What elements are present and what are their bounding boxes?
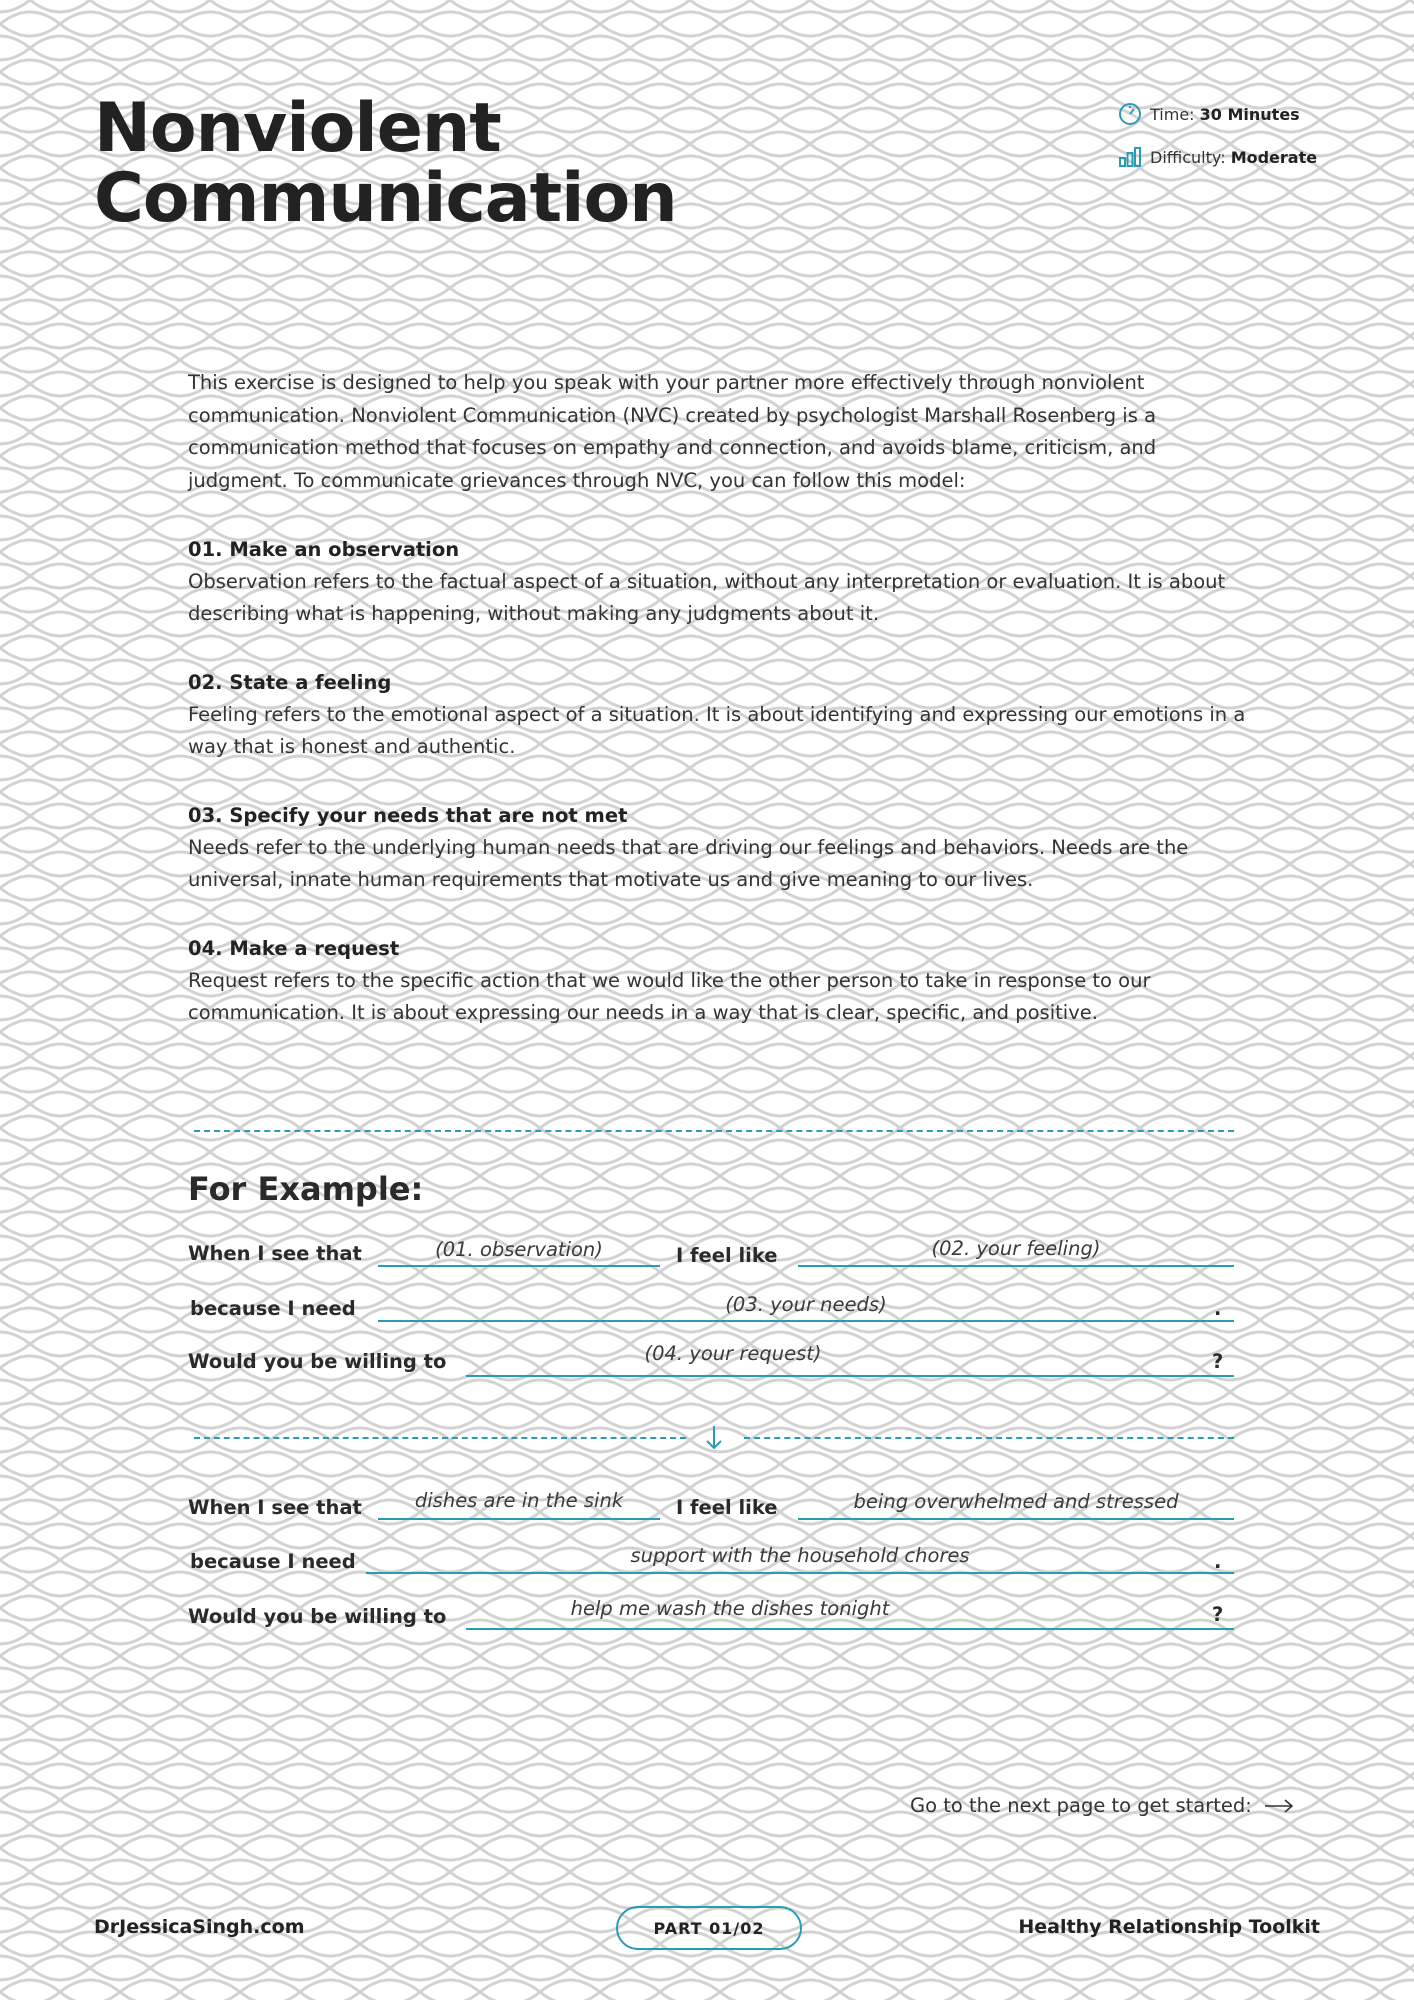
time-value: 30 Minutes xyxy=(1199,104,1300,124)
step-heading: 04. Make a request xyxy=(188,937,400,960)
sample-feeling: being overwhelmed and stressed xyxy=(853,1490,1179,1513)
difficulty-info xyxy=(1118,146,1317,168)
period-mark: . xyxy=(1214,1297,1222,1320)
step-needs xyxy=(188,800,1248,896)
step-feeling xyxy=(188,667,1248,763)
needs-line xyxy=(366,1572,1234,1574)
feeling-line xyxy=(798,1518,1234,1520)
label-because: because I need xyxy=(190,1550,356,1573)
request-line xyxy=(466,1375,1234,1377)
arrow-right-icon xyxy=(1264,1798,1294,1814)
next-page-prompt[interactable] xyxy=(910,1794,1294,1817)
difficulty-label: Difficulty: xyxy=(1150,147,1226,167)
arrow-down-icon xyxy=(702,1424,726,1452)
sample-needs: support with the household chores xyxy=(630,1544,970,1567)
template-needs: (03. your needs) xyxy=(725,1293,887,1316)
step-observation xyxy=(188,534,1248,630)
difficulty-value: Moderate xyxy=(1230,147,1318,167)
bar-chart-icon xyxy=(1118,146,1142,168)
period-mark: . xyxy=(1214,1550,1222,1573)
divider-right xyxy=(744,1437,1234,1439)
sample-observation: dishes are in the sink xyxy=(414,1489,624,1512)
example-title: For Example: xyxy=(188,1170,424,1208)
divider-left xyxy=(194,1437,686,1439)
title-line-1: Nonviolent xyxy=(94,89,501,168)
label-would: Would you be willing to xyxy=(188,1350,447,1373)
label-when: When I see that xyxy=(188,1496,362,1519)
question-mark: ? xyxy=(1212,1603,1224,1626)
template-request: (04. your request) xyxy=(644,1342,822,1365)
label-feel: I feel like xyxy=(676,1244,778,1267)
template-feeling: (02. your feeling) xyxy=(931,1237,1101,1260)
section-divider xyxy=(194,1130,1234,1132)
next-page-text: Go to the next page to get started: xyxy=(910,1794,1252,1817)
sample-request: help me wash the dishes tonight xyxy=(570,1597,890,1620)
footer-website[interactable]: DrJessicaSingh.com xyxy=(94,1916,305,1938)
time-label: Time: xyxy=(1150,104,1195,124)
step-heading: 01. Make an observation xyxy=(188,538,460,561)
step-heading: 03. Specify your needs that are not met xyxy=(188,804,628,827)
needs-line xyxy=(378,1320,1234,1322)
template-observation: (01. observation) xyxy=(435,1238,603,1261)
title-line-2: Communication xyxy=(94,159,677,238)
step-request xyxy=(188,933,1248,1029)
observation-line xyxy=(378,1518,660,1520)
time-info xyxy=(1118,102,1300,126)
footer-toolkit: Healthy Relationship Toolkit xyxy=(1018,1916,1320,1938)
feeling-line xyxy=(798,1265,1234,1267)
question-mark: ? xyxy=(1212,1350,1224,1373)
step-heading: 02. State a feeling xyxy=(188,671,392,694)
observation-line xyxy=(378,1265,660,1267)
label-would: Would you be willing to xyxy=(188,1605,447,1628)
timer-icon xyxy=(1118,102,1142,126)
step-body: Feeling refers to the emotional aspect of a situation. It is about identifying and expressing our emotions in a way that is honest and authentic. xyxy=(188,703,1246,758)
page-title xyxy=(94,89,794,238)
label-feel: I feel like xyxy=(676,1496,778,1519)
step-body: Needs refer to the underlying human needs that are driving our feelings and behaviors. Needs are the universal, innate human requirements that motivate us and give meaning to our lives. xyxy=(188,836,1189,891)
intro-paragraph: This exercise is designed to help you speak with your partner more effectively through nonviolent communication. Nonviolent Communication (NVC) created by psychologist Marshall Rosenberg is a communication method that focuses on empathy and connection, and avoids blame, criticism, and judgment. To communicate grievances through NVC, you can follow this model: xyxy=(188,371,1157,492)
part-badge: PART 01/02 xyxy=(616,1906,802,1950)
step-body: Request refers to the specific action that we would like the other person to take in response to our communication. It is about expressing our needs in a way that is clear, specific, and positive. xyxy=(188,969,1151,1024)
request-line xyxy=(466,1628,1234,1630)
step-body: Observation refers to the factual aspect of a situation, without any interpretation or evaluation. It is about describing what is happening, without making any judgments about it. xyxy=(188,570,1226,625)
label-because: because I need xyxy=(190,1297,356,1320)
label-when: When I see that xyxy=(188,1242,362,1265)
